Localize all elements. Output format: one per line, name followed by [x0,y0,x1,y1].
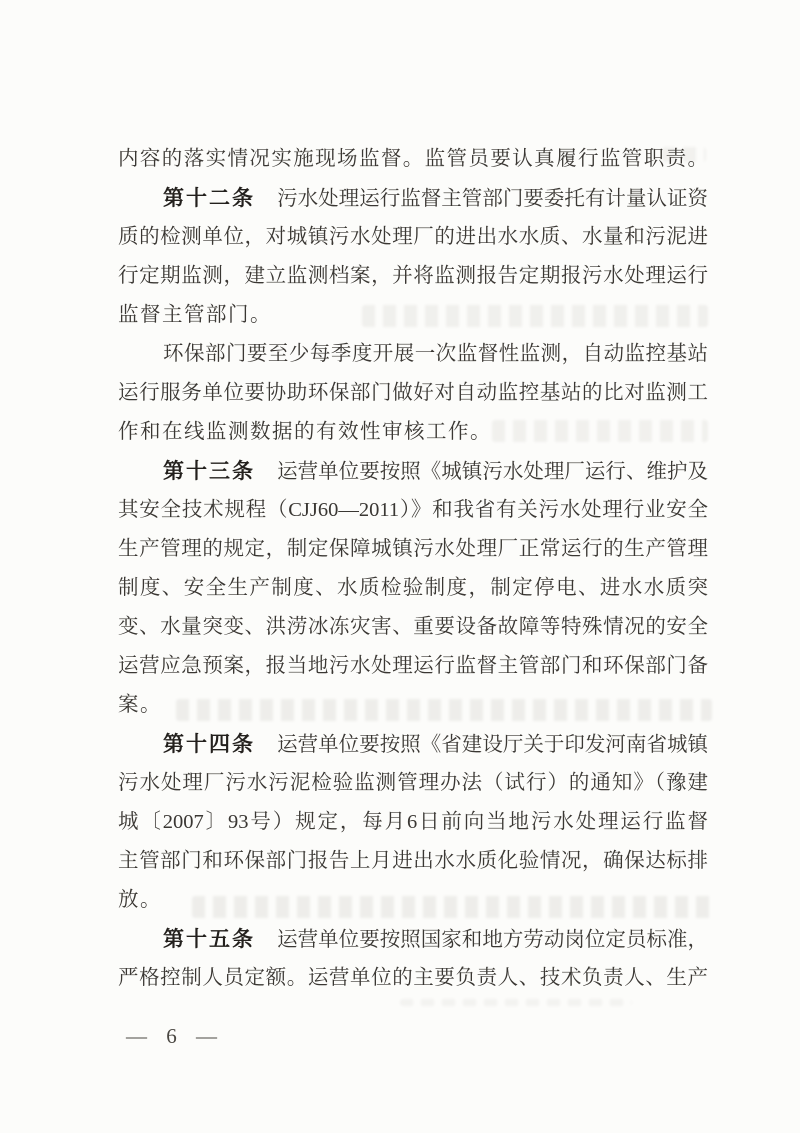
line-text: 放。 [118,889,162,911]
text-line [118,920,708,959]
line-text: 其安全技术规程（CJJ60—2011）》和我省有关污水处理行业安全 [118,499,708,521]
text-line [118,491,708,530]
line-text: 主管部门和环保部门报告上月进出水水质化验情况，确保达标排 [118,850,708,872]
line-text: 城〔2007〕93号）规定，每月6日前向当地污水处理运行监督 [118,811,708,833]
document-body [118,140,708,998]
line-text: 内容的落实情况实施现场监督。监管员要认真履行监管职责。 [118,148,708,170]
line-text: 污水处理厂污水污泥检验监测管理办法（试行）的通知》（豫建 [118,772,708,794]
scan-bleed-artifact [400,999,632,1006]
line-text: 运行服务单位要协助环保部门做好对自动监控基站的比对监测工 [118,382,708,404]
text-line [118,647,708,686]
article-number-heading: 第十二条 [163,186,256,210]
line-text: 运营单位要按照国家和地方劳动岗位定员标准， [277,929,709,951]
text-line [118,335,708,374]
text-line [118,179,708,218]
line-text: 质的检测单位，对城镇污水处理厂的进出水水质、水量和污泥进 [118,226,708,248]
line-text: 运营单位要按照《城镇污水处理厂运行、维护及 [277,461,709,483]
text-line [118,803,708,842]
line-text: 生产管理的规定，制定保障城镇污水处理厂正常运行的生产管理 [118,538,708,560]
line-text: 污水处理运行监督主管部门要委托有计量认证资 [277,188,709,210]
text-line [118,686,708,725]
text-line [118,725,708,764]
text-line [118,257,708,296]
line-text: 运营单位要按照《省建设厅关于印发河南省城镇 [277,734,709,756]
page-number: — 6 — [126,1024,219,1048]
line-text: 环保部门要至少每季度开展一次监督性监测，自动监控基站 [163,343,708,365]
text-line [118,413,708,452]
text-line [118,842,708,881]
line-text: 制度、安全生产制度、水质检验制度，制定停电、进水水质突 [118,577,708,599]
line-text: 作和在线监测数据的有效性审核工作。 [118,421,492,443]
text-line [118,608,708,647]
text-line [118,140,708,179]
line-text: 变、水量突变、洪涝冰冻灾害、重要设备故障等特殊情况的安全 [118,616,708,638]
text-line [118,959,708,998]
line-text: 案。 [118,694,162,716]
line-text: 监督主管部门。 [118,304,272,326]
text-line [118,374,708,413]
text-line [118,296,708,335]
article-number-heading: 第十四条 [163,732,256,756]
text-line [118,764,708,803]
text-line [118,218,708,257]
line-text: 行定期监测，建立监测档案，并将监测报告定期报污水处理运行 [118,265,708,287]
article-number-heading: 第十三条 [163,459,256,483]
text-line [118,881,708,920]
line-text: 严格控制人员定额。运营单位的主要负责人、技术负责人、生产 [118,967,708,989]
line-text: 运营应急预案，报当地污水处理运行监督主管部门和环保部门备 [118,655,708,677]
text-line [118,452,708,491]
text-line [118,569,708,608]
text-line [118,530,708,569]
article-number-heading: 第十五条 [163,927,256,951]
